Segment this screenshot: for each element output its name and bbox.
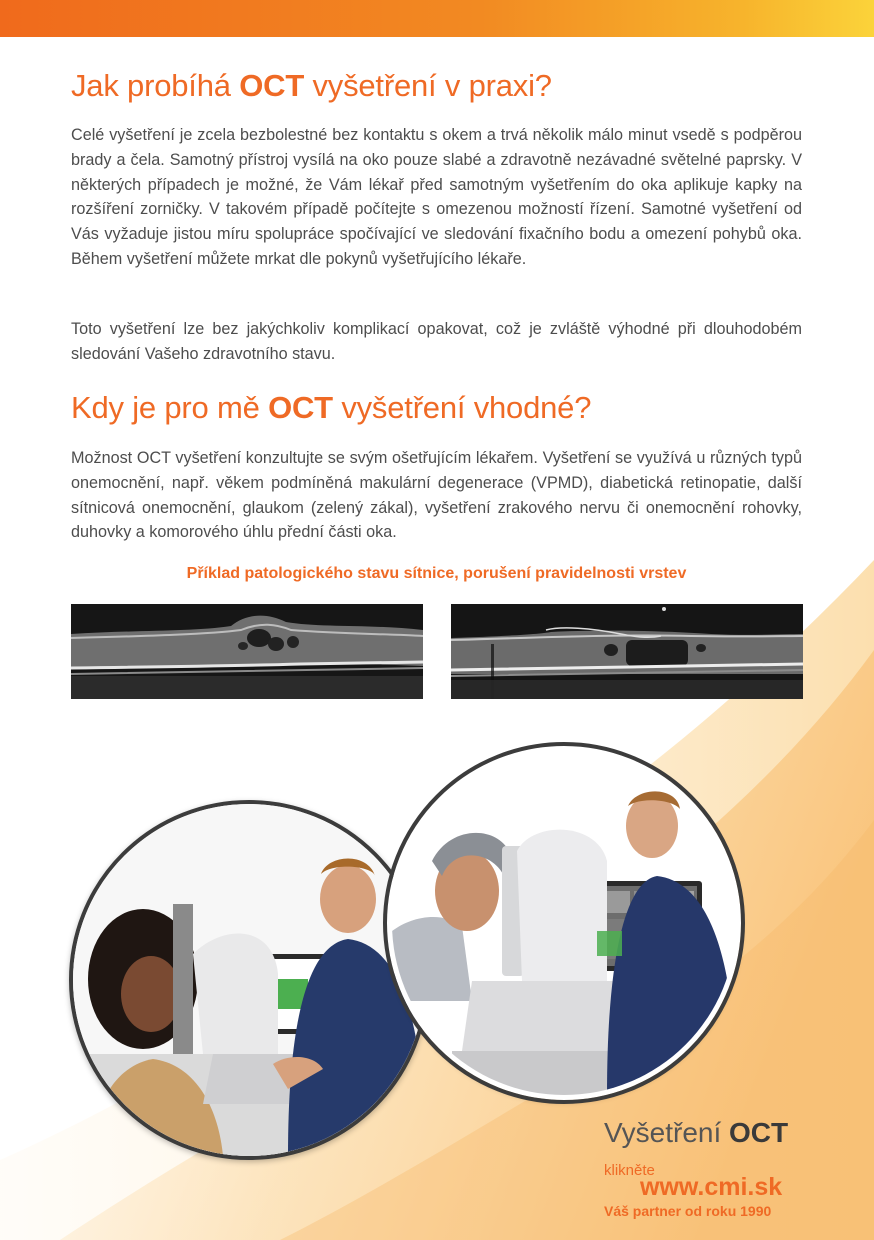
section1-paragraph2: Toto vyšetření lze bez jakýchkoliv komplikací opakovat, což je zvláště výhodné při dlouhodobém sledování Vašeho zdravotního stavu.	[71, 320, 802, 363]
section2-title-bold: OCT	[268, 390, 333, 425]
brand-title	[604, 1117, 788, 1149]
oct-scan-image-1	[71, 604, 423, 699]
website-link[interactable]: www.cmi.sk	[640, 1173, 783, 1201]
section2-paragraph: Možnost OCT vyšetření konzultujte se svým ošetřujícím lékařem. Vyšetření se využívá u různých typů onemocnění, např. věkem podmíněná makulární degenerace (VPMD), diabetická retinopatie, další sítnicová onemocnění, glaukom (zelený zákal), vyšetření zrakového nervu či onemocnění rohovky, duhovky a komorového úhlu přední části oka.	[71, 449, 802, 542]
section1-title-bold: OCT	[239, 68, 305, 103]
brand-title-bold: OCT	[729, 1117, 789, 1148]
top-gradient-bar	[0, 0, 874, 37]
section1-paragraph1: Celé vyšetření je zcela bezbolestné bez kontaktu s okem a trvá několik málo minut vsedě s podpěrou brady a čela. Samotný přístroj vysílá na oko pouze slabé a zdravotně nezávadné světelné paprsky. V některých případech je možné, že Vám lékař před samotným vyšetřením do oka aplikuje kapky na rozšíření zorničky. V takovém případě počítejte s omezenou možností řízení. Samotné vyšetření od Vás vyžaduje jistou míru spolupráce spočívající ve sledování fixačního bodu a omezení pohybů oka. Během vyšetření můžete mrkat dle pokynů vyšetřujícího lékaře.	[71, 126, 802, 268]
oct-scan-image-2	[451, 604, 803, 699]
click-label: klikněte	[604, 1162, 655, 1179]
section2-title-pre: Kdy je pro mě	[71, 390, 269, 425]
photo-patient-examination-2	[387, 746, 741, 1100]
section2-title-post: vyšetření vhodné?	[332, 390, 592, 425]
section1-title	[71, 68, 552, 104]
section2-title	[71, 390, 591, 426]
figure-caption: Příklad patologického stavu sítnice, porušení pravidelnosti vrstev	[186, 565, 687, 582]
section1-title-post: vyšetření v praxi?	[304, 68, 552, 103]
company-tagline: Váš partner od roku 1990	[604, 1203, 772, 1219]
photo-patient-examination-1	[69, 800, 429, 1160]
section1-title-pre: Jak probíhá	[71, 68, 240, 103]
brand-title-pre: Vyšetření	[604, 1117, 730, 1148]
